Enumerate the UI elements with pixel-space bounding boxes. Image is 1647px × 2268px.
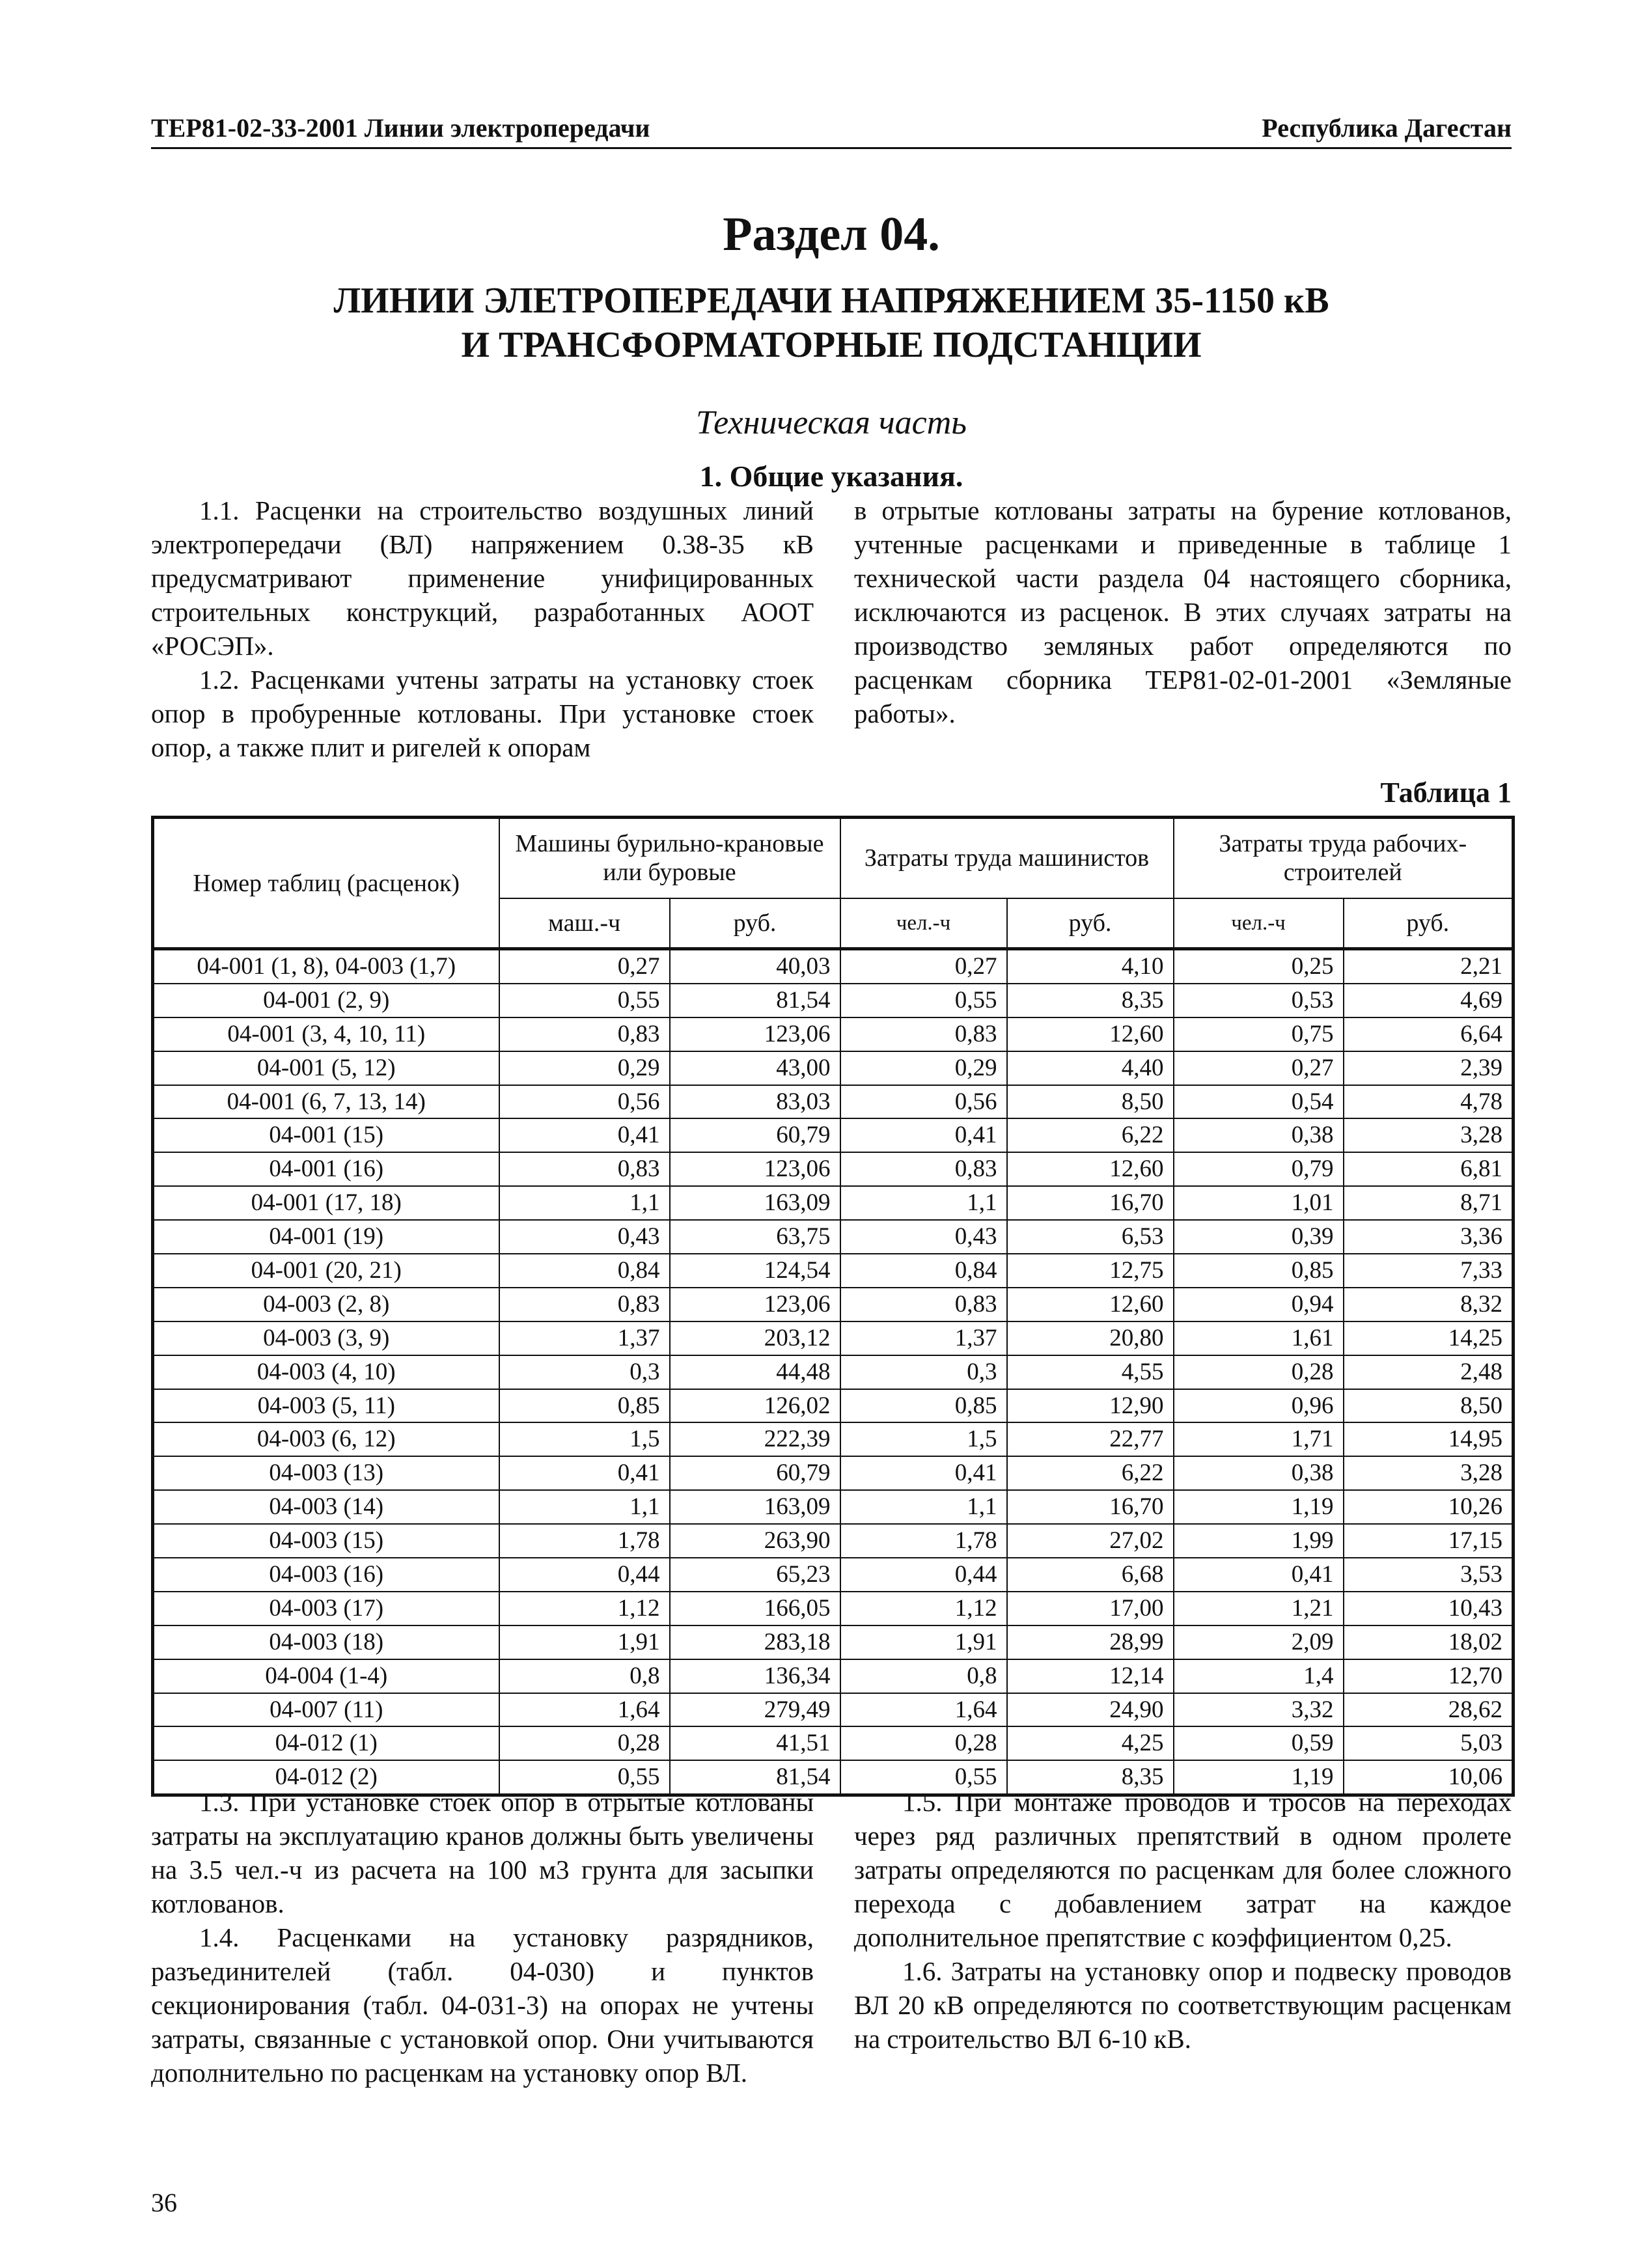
table-caption: Таблица 1	[1380, 777, 1512, 809]
cell-machine-hours: 0,55	[499, 1760, 670, 1795]
cell-row-code: 04-003 (17)	[153, 1592, 499, 1625]
cell-builder-hours: 0,54	[1174, 1085, 1344, 1119]
cell-builder-cost: 14,25	[1344, 1321, 1514, 1355]
cell-row-code: 04-001 (17, 18)	[153, 1186, 499, 1220]
cell-operator-cost: 12,75	[1007, 1254, 1174, 1288]
cell-row-code: 04-012 (1)	[153, 1726, 499, 1760]
cell-builder-hours: 0,59	[1174, 1726, 1344, 1760]
cell-operator-hours: 0,83	[840, 1152, 1007, 1186]
table-row	[153, 1693, 1514, 1727]
table-row	[153, 1558, 1514, 1592]
cell-machine-hours: 1,12	[499, 1592, 670, 1625]
cell-operator-hours: 0,85	[840, 1389, 1007, 1423]
cell-builder-cost: 14,95	[1344, 1422, 1514, 1456]
table-row	[153, 1490, 1514, 1524]
cell-machine-hours: 0,83	[499, 1017, 670, 1051]
cell-operator-hours: 1,12	[840, 1592, 1007, 1625]
table-row	[153, 1321, 1514, 1355]
cell-machine-cost: 163,09	[670, 1490, 840, 1524]
cell-machine-cost: 65,23	[670, 1558, 840, 1592]
cell-machine-cost: 136,34	[670, 1659, 840, 1693]
table-row	[153, 1254, 1514, 1288]
cell-operator-cost: 12,14	[1007, 1659, 1174, 1693]
cell-operator-hours: 0,41	[840, 1456, 1007, 1490]
cell-operator-hours: 0,83	[840, 1017, 1007, 1051]
cell-builder-cost: 3,53	[1344, 1558, 1514, 1592]
cell-operator-hours: 0,28	[840, 1726, 1007, 1760]
table-row	[153, 1085, 1514, 1119]
paragraph-1-4: 1.4. Расценками на установку разрядников, разъединителей (табл. 04-030) и пунктов секционирования (табл. 04-031-3) на опорах не учтены затраты, связанные с установкой опор. Они учитываются дополнительно по расценкам на установку опор ВЛ.	[151, 1922, 814, 2088]
cell-machine-hours: 0,3	[499, 1355, 670, 1389]
cell-operator-cost: 4,10	[1007, 949, 1174, 984]
technical-part-heading: Техническая часть	[696, 404, 967, 441]
table-row	[153, 984, 1514, 1017]
cell-operator-cost: 28,99	[1007, 1625, 1174, 1659]
cell-builder-cost: 3,28	[1344, 1118, 1514, 1152]
cell-operator-hours: 0,29	[840, 1051, 1007, 1085]
cell-row-code: 04-003 (3, 9)	[153, 1321, 499, 1355]
cell-machine-hours: 0,85	[499, 1389, 670, 1423]
cell-operator-cost: 12,60	[1007, 1152, 1174, 1186]
cell-operator-cost: 6,68	[1007, 1558, 1174, 1592]
cell-machine-cost: 41,51	[670, 1726, 840, 1760]
cell-row-code: 04-003 (5, 11)	[153, 1389, 499, 1423]
paragraph-1-6: 1.6. Затраты на установку опор и подвеску проводов ВЛ 20 кВ определяются по соответствующим расценкам на строительство ВЛ 6-10 кВ.	[854, 1956, 1512, 2054]
cell-machine-hours: 0,55	[499, 984, 670, 1017]
cell-operator-cost: 8,50	[1007, 1085, 1174, 1119]
cell-builder-hours: 1,61	[1174, 1321, 1344, 1355]
paragraph-1-5: 1.5. При монтаже проводов и тросов на переходах через ряд различных препятствий в одном пролете затраты определяются по расценкам для более сложного перехода с добавлением затрат на каждое дополнительное препятствие с коэффициентом 0,25.	[854, 1787, 1512, 1952]
cell-machine-hours: 0,83	[499, 1152, 670, 1186]
table-row	[153, 1288, 1514, 1321]
cell-row-code: 04-003 (13)	[153, 1456, 499, 1490]
cell-operator-cost: 16,70	[1007, 1186, 1174, 1220]
cell-operator-hours: 1,1	[840, 1186, 1007, 1220]
cell-builder-cost: 18,02	[1344, 1625, 1514, 1659]
subheader-machine-hours: маш.-ч	[499, 898, 670, 949]
cell-builder-hours: 0,94	[1174, 1288, 1344, 1321]
drilling-cost-table-wrapper	[151, 816, 1512, 1797]
cell-machine-cost: 123,06	[670, 1017, 840, 1051]
header-region: Республика Дагестан	[1262, 113, 1512, 143]
cell-machine-hours: 0,27	[499, 949, 670, 984]
cell-row-code: 04-001 (2, 9)	[153, 984, 499, 1017]
cell-builder-hours: 0,41	[1174, 1558, 1344, 1592]
cell-machine-cost: 63,75	[670, 1220, 840, 1254]
subheader-man-hours: чел.-ч	[840, 898, 1007, 949]
cell-operator-hours: 0,43	[840, 1220, 1007, 1254]
cell-machine-cost: 166,05	[670, 1592, 840, 1625]
cell-machine-cost: 263,90	[670, 1524, 840, 1558]
cell-row-code: 04-004 (1-4)	[153, 1659, 499, 1693]
cell-machine-hours: 1,5	[499, 1422, 670, 1456]
cell-builder-cost: 3,28	[1344, 1456, 1514, 1490]
cell-operator-cost: 16,70	[1007, 1490, 1174, 1524]
paragraph-1-2: 1.2. Расценками учтены затраты на установку стоек опор в пробуренные котлованы. При установке стоек опор, а также плит и ригелей к опорам	[151, 665, 814, 762]
cell-builder-hours: 0,38	[1174, 1118, 1344, 1152]
cell-operator-cost: 6,22	[1007, 1456, 1174, 1490]
cell-builder-cost: 6,64	[1344, 1017, 1514, 1051]
cell-machine-cost: 83,03	[670, 1085, 840, 1119]
cell-row-code: 04-003 (16)	[153, 1558, 499, 1592]
cell-machine-cost: 44,48	[670, 1355, 840, 1389]
cell-machine-cost: 203,12	[670, 1321, 840, 1355]
cell-builder-hours: 3,32	[1174, 1693, 1344, 1727]
cell-operator-hours: 1,64	[840, 1693, 1007, 1727]
cell-machine-hours: 1,91	[499, 1625, 670, 1659]
cell-builder-hours: 1,99	[1174, 1524, 1344, 1558]
cell-builder-cost: 2,21	[1344, 949, 1514, 984]
cell-builder-cost: 7,33	[1344, 1254, 1514, 1288]
cell-operator-hours: 0,3	[840, 1355, 1007, 1389]
cell-row-code: 04-003 (6, 12)	[153, 1422, 499, 1456]
bottom-left-column	[151, 1785, 814, 2090]
cell-operator-cost: 6,22	[1007, 1118, 1174, 1152]
cell-operator-cost: 4,55	[1007, 1355, 1174, 1389]
cell-operator-hours: 1,91	[840, 1625, 1007, 1659]
cell-operator-hours: 1,37	[840, 1321, 1007, 1355]
cell-builder-hours: 0,39	[1174, 1220, 1344, 1254]
cell-machine-hours: 0,56	[499, 1085, 670, 1119]
cell-operator-cost: 27,02	[1007, 1524, 1174, 1558]
cell-operator-hours: 0,55	[840, 984, 1007, 1017]
main-title	[151, 279, 1512, 367]
cell-operator-cost: 4,25	[1007, 1726, 1174, 1760]
header-operator-labor: Затраты труда машинистов	[840, 818, 1174, 898]
cell-builder-hours: 0,79	[1174, 1152, 1344, 1186]
table-row	[153, 1422, 1514, 1456]
cell-operator-cost: 20,80	[1007, 1321, 1174, 1355]
cell-row-code: 04-001 (16)	[153, 1152, 499, 1186]
main-title-line-1: ЛИНИИ ЭЛЕТРОПЕРЕДАЧИ НАПРЯЖЕНИЕМ 35-1150 кВ	[333, 281, 1329, 321]
general-instructions-heading: 1. Общие указания.	[699, 460, 963, 493]
cell-operator-hours: 0,55	[840, 1760, 1007, 1795]
cell-operator-hours: 0,83	[840, 1288, 1007, 1321]
cell-builder-cost: 8,32	[1344, 1288, 1514, 1321]
cell-machine-cost: 81,54	[670, 984, 840, 1017]
cell-operator-hours: 1,5	[840, 1422, 1007, 1456]
table-row	[153, 1017, 1514, 1051]
cell-operator-hours: 1,1	[840, 1490, 1007, 1524]
cell-machine-cost: 124,54	[670, 1254, 840, 1288]
table-row	[153, 1355, 1514, 1389]
cell-builder-cost: 10,06	[1344, 1760, 1514, 1795]
cell-builder-hours: 0,38	[1174, 1456, 1344, 1490]
cell-builder-hours: 1,71	[1174, 1422, 1344, 1456]
table-row	[153, 1659, 1514, 1693]
cell-machine-cost: 126,02	[670, 1389, 840, 1423]
cell-machine-cost: 81,54	[670, 1760, 840, 1795]
cell-machine-hours: 0,84	[499, 1254, 670, 1288]
cell-machine-cost: 222,39	[670, 1422, 840, 1456]
cell-builder-hours: 1,19	[1174, 1490, 1344, 1524]
cell-row-code: 04-001 (6, 7, 13, 14)	[153, 1085, 499, 1119]
table-row	[153, 949, 1514, 984]
cell-builder-cost: 3,36	[1344, 1220, 1514, 1254]
cell-machine-hours: 0,41	[499, 1456, 670, 1490]
cell-builder-hours: 0,96	[1174, 1389, 1344, 1423]
cell-builder-hours: 1,4	[1174, 1659, 1344, 1693]
cell-machine-hours: 0,83	[499, 1288, 670, 1321]
cell-builder-cost: 4,78	[1344, 1085, 1514, 1119]
cell-builder-cost: 8,71	[1344, 1186, 1514, 1220]
table-row	[153, 1220, 1514, 1254]
subheader-rubles: руб.	[1344, 898, 1514, 949]
cell-machine-cost: 123,06	[670, 1152, 840, 1186]
running-header	[151, 112, 1512, 149]
cell-builder-cost: 17,15	[1344, 1524, 1514, 1558]
cell-machine-cost: 60,79	[670, 1118, 840, 1152]
cell-operator-hours: 0,44	[840, 1558, 1007, 1592]
cell-builder-cost: 28,62	[1344, 1693, 1514, 1727]
cell-operator-cost: 24,90	[1007, 1693, 1174, 1727]
cell-builder-hours: 1,21	[1174, 1592, 1344, 1625]
table-row	[153, 1118, 1514, 1152]
bottom-right-column	[854, 1785, 1512, 2056]
cell-builder-hours: 2,09	[1174, 1625, 1344, 1659]
cell-row-code: 04-001 (1, 8), 04-003 (1,7)	[153, 949, 499, 984]
table-row	[153, 1051, 1514, 1085]
cell-builder-hours: 0,28	[1174, 1355, 1344, 1389]
cell-machine-cost: 43,00	[670, 1051, 840, 1085]
cell-row-code: 04-001 (20, 21)	[153, 1254, 499, 1288]
intro-left-column	[151, 493, 814, 764]
cell-operator-cost: 4,40	[1007, 1051, 1174, 1085]
table-row	[153, 1456, 1514, 1490]
table-body	[153, 949, 1514, 1795]
header-table-number: Номер таблиц (расценок)	[153, 818, 499, 949]
subheader-rubles: руб.	[1007, 898, 1174, 949]
cell-machine-hours: 0,43	[499, 1220, 670, 1254]
cell-builder-cost: 4,69	[1344, 984, 1514, 1017]
table-row	[153, 1625, 1514, 1659]
cell-operator-hours: 0,56	[840, 1085, 1007, 1119]
cell-row-code: 04-001 (15)	[153, 1118, 499, 1152]
cell-machine-hours: 0,41	[499, 1118, 670, 1152]
subheader-rubles: руб.	[670, 898, 840, 949]
cell-operator-cost: 22,77	[1007, 1422, 1174, 1456]
cell-operator-hours: 0,27	[840, 949, 1007, 984]
cell-builder-hours: 0,85	[1174, 1254, 1344, 1288]
cell-operator-hours: 0,41	[840, 1118, 1007, 1152]
cell-machine-hours: 1,78	[499, 1524, 670, 1558]
main-title-line-2: И ТРАНСФОРМАТОРНЫЕ ПОДСТАНЦИИ	[461, 325, 1202, 365]
cell-operator-cost: 12,60	[1007, 1017, 1174, 1051]
cell-operator-cost: 12,60	[1007, 1288, 1174, 1321]
cell-builder-cost: 2,39	[1344, 1051, 1514, 1085]
cell-builder-hours: 1,19	[1174, 1760, 1344, 1795]
cell-operator-cost: 12,90	[1007, 1389, 1174, 1423]
cell-row-code: 04-003 (2, 8)	[153, 1288, 499, 1321]
cell-operator-hours: 0,8	[840, 1659, 1007, 1693]
section-title: Раздел 04.	[723, 208, 940, 261]
table-row	[153, 1152, 1514, 1186]
cell-machine-hours: 0,44	[499, 1558, 670, 1592]
cell-builder-hours: 0,25	[1174, 949, 1344, 984]
cell-builder-hours: 1,01	[1174, 1186, 1344, 1220]
cell-machine-hours: 1,1	[499, 1186, 670, 1220]
cell-row-code: 04-003 (15)	[153, 1524, 499, 1558]
cell-machine-hours: 0,8	[499, 1659, 670, 1693]
paragraph-1-1: 1.1. Расценки на строительство воздушных линий электропередачи (ВЛ) напряжением 0.38-35 кВ предусматривают применение унифицированных строительных конструкций, разработанных АООТ «РОСЭП».	[151, 495, 814, 661]
cell-operator-cost: 8,35	[1007, 984, 1174, 1017]
cell-builder-hours: 0,53	[1174, 984, 1344, 1017]
cell-builder-hours: 0,75	[1174, 1017, 1344, 1051]
cell-operator-cost: 6,53	[1007, 1220, 1174, 1254]
cell-row-code: 04-012 (2)	[153, 1760, 499, 1795]
cell-machine-hours: 0,28	[499, 1726, 670, 1760]
table-row	[153, 1726, 1514, 1760]
cell-operator-hours: 1,78	[840, 1524, 1007, 1558]
cell-builder-hours: 0,27	[1174, 1051, 1344, 1085]
cell-row-code: 04-001 (5, 12)	[153, 1051, 499, 1085]
table-row	[153, 1186, 1514, 1220]
header-builder-labor: Затраты труда рабочих-строителей	[1174, 818, 1514, 898]
cell-operator-cost: 8,35	[1007, 1760, 1174, 1795]
cell-machine-cost: 123,06	[670, 1288, 840, 1321]
cell-machine-hours: 1,37	[499, 1321, 670, 1355]
cell-operator-cost: 17,00	[1007, 1592, 1174, 1625]
cell-builder-cost: 10,43	[1344, 1592, 1514, 1625]
cell-machine-cost: 60,79	[670, 1456, 840, 1490]
cell-operator-hours: 0,84	[840, 1254, 1007, 1288]
cell-builder-cost: 8,50	[1344, 1389, 1514, 1423]
cell-row-code: 04-003 (4, 10)	[153, 1355, 499, 1389]
cell-row-code: 04-001 (3, 4, 10, 11)	[153, 1017, 499, 1051]
table-row	[153, 1524, 1514, 1558]
drilling-cost-table	[151, 816, 1515, 1797]
page-number: 36	[151, 2188, 177, 2217]
table-row	[153, 1592, 1514, 1625]
cell-builder-cost: 12,70	[1344, 1659, 1514, 1693]
header-document-code: ТЕР81-02-33-2001 Линии электропередачи	[151, 113, 650, 143]
paragraph-1-2-continued: в отрытые котлованы затраты на бурение котлованов, учтенные расценками и приведенные в таблице 1 технической части раздела 04 настоящего сборника, исключаются из расценок. В этих случаях затраты на производство земляных работ определяются по расценкам сборника ТЕР81-02-01-2001 «Земляные работы».	[854, 495, 1512, 728]
table-row	[153, 1389, 1514, 1423]
cell-machine-hours: 0,29	[499, 1051, 670, 1085]
cell-builder-cost: 10,26	[1344, 1490, 1514, 1524]
cell-row-code: 04-003 (18)	[153, 1625, 499, 1659]
cell-machine-cost: 279,49	[670, 1693, 840, 1727]
intro-right-column	[854, 493, 1512, 730]
cell-builder-cost: 2,48	[1344, 1355, 1514, 1389]
cell-machine-cost: 40,03	[670, 949, 840, 984]
cell-machine-hours: 1,64	[499, 1693, 670, 1727]
cell-row-code: 04-001 (19)	[153, 1220, 499, 1254]
cell-machine-cost: 163,09	[670, 1186, 840, 1220]
cell-machine-cost: 283,18	[670, 1625, 840, 1659]
cell-builder-cost: 5,03	[1344, 1726, 1514, 1760]
cell-builder-cost: 6,81	[1344, 1152, 1514, 1186]
cell-machine-hours: 1,1	[499, 1490, 670, 1524]
subheader-man-hours: чел.-ч	[1174, 898, 1344, 949]
cell-row-code: 04-007 (11)	[153, 1693, 499, 1727]
cell-row-code: 04-003 (14)	[153, 1490, 499, 1524]
paragraph-1-3: 1.3. При установке стоек опор в отрытые котлованы затраты на эксплуатацию кранов должны быть увеличены на 3.5 чел.-ч из расчета на 100 м3 грунта для засыпки котлованов.	[151, 1787, 814, 1918]
header-drilling-machines: Машины бурильно-крановые или буровые	[499, 818, 840, 898]
